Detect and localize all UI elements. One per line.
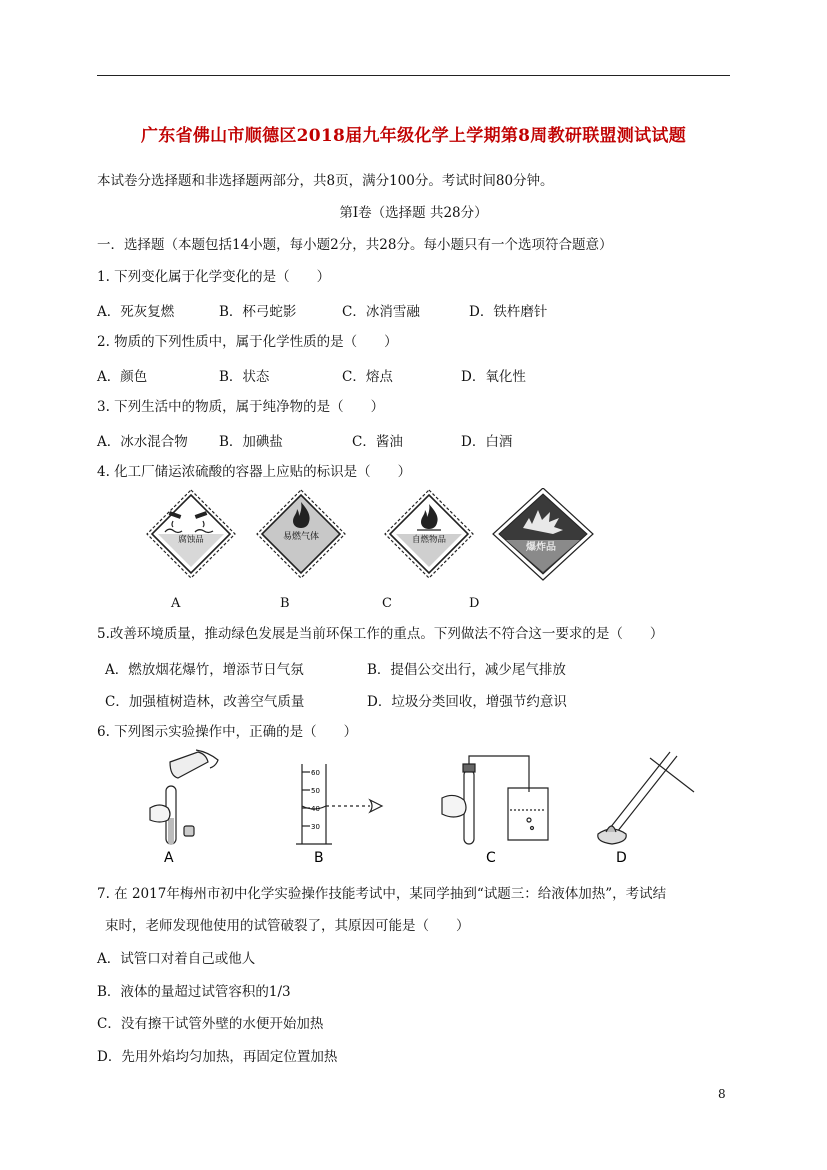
q4-stem: 4. 化工厂储运浓硫酸的容器上应贴的标识是（ ） [97,464,412,480]
q2-option-a: A．颜色 [97,369,148,385]
operation-c-airtightness [442,756,548,844]
q2-options [97,365,697,383]
q4-label-d: D [469,596,480,611]
q1-option-c: C．冰消雪融 [342,304,420,320]
section1-heading: 一．选择题（本题包括14小题，每小题2分，共28分。每小题只有一个选项符合题意） [97,237,613,253]
q2-option-c: C．熔点 [342,369,393,385]
part1-heading: 第Ⅰ卷（选择题 共28分） [339,205,488,221]
sign-d-text: 爆炸品 [526,542,556,553]
q4-label-b: B [280,596,290,611]
q4-label-c: C [382,596,392,611]
q7-option-a: A．试管口对着自己或他人 [97,951,256,967]
hazard-signs-figure [145,488,595,583]
q5-option-a: A．燃放烟花爆竹，增添节日气氛 [105,662,304,678]
q3-option-d: D．白酒 [461,434,513,450]
q2-option-b: B．状态 [219,369,270,385]
q1-option-a: A．死灰复燃 [97,304,175,320]
q1-options [97,300,697,318]
q7-stem-line2: 束时，老师发现他使用的试管破裂了，其原因可能是（ ） [105,918,470,934]
q6-stem: 6. 下列图示实验操作中，正确的是（ ） [97,724,358,740]
q7-option-c: C．没有擦干试管外壁的水便开始加热 [97,1016,324,1032]
q2-option-d: D．氧化性 [461,369,526,385]
q5-option-d: D．垃圾分类回收，增强节约意识 [367,694,567,710]
lab-operations-figure [130,748,710,868]
q3-options [97,430,697,448]
document-title: 广东省佛山市顺德区2018届九年级化学上学期第8周教研联盟测试试题 [140,126,687,146]
page-number: 8 [718,1087,726,1101]
q3-option-c: C．酱油 [352,434,403,450]
sign-b-text: 易燃气体 [282,532,320,542]
operation-b-reading-cylinder [296,764,382,844]
hazard-sign-d [493,488,593,580]
header-rule [97,75,730,76]
q5-options-row2 [105,690,705,708]
q4-label-a: A [171,596,181,611]
q6-label-c: C [486,850,496,866]
q5-option-c: C．加强植树造林，改善空气质量 [105,694,305,710]
cylinder-tick-40: 40 [311,805,320,813]
operation-a-pouring [150,750,218,845]
q7-option-b: B．液体的量超过试管容积的1/3 [97,984,291,1000]
hazard-sign-b [257,490,345,578]
q3-option-b: B．加碘盐 [219,434,283,450]
q5-option-b: B．提倡公交出行，减少尾气排放 [367,662,566,678]
cylinder-tick-30: 30 [311,823,320,831]
cylinder-tick-50: 50 [311,787,320,795]
sign-a-text: 腐蚀品 [178,535,204,545]
q5-options-row1 [105,658,705,676]
intro-text: 本试卷分选择题和非选择题两部分，共8页，满分100分。考试时间80分钟。 [97,173,554,189]
q3-stem: 3. 下列生活中的物质，属于纯净物的是（ ） [97,399,385,415]
hazard-sign-c [385,490,473,578]
cylinder-tick-60: 60 [311,769,320,777]
q5-stem: 5.改善环境质量，推动绿色发展是当前环保工作的重点。下列做法不符合这一要求的是（ ） [97,626,664,642]
q3-option-a: A．冰水混合物 [97,434,188,450]
q1-option-b: B．杯弓蛇影 [219,304,297,320]
q6-label-d: D [616,850,627,866]
q1-option-d: D．铁杵磨针 [469,304,548,320]
q7-option-d: D．先用外焰均匀加热，再固定位置加热 [97,1049,338,1065]
q7-stem-line1: 7. 在 2017年梅州市初中化学实验操作技能考试中，某同学抽到“试题三：给液体加热”，考试结 [97,886,667,902]
operation-d-heating [598,752,694,844]
q6-label-b: B [314,850,324,866]
sign-c-text: 自燃物品 [411,535,447,545]
q6-label-a: A [164,850,174,866]
q1-stem: 1. 下列变化属于化学变化的是（ ） [97,269,331,285]
hazard-sign-a [147,490,235,578]
q2-stem: 2. 物质的下列性质中，属于化学性质的是（ ） [97,334,398,350]
